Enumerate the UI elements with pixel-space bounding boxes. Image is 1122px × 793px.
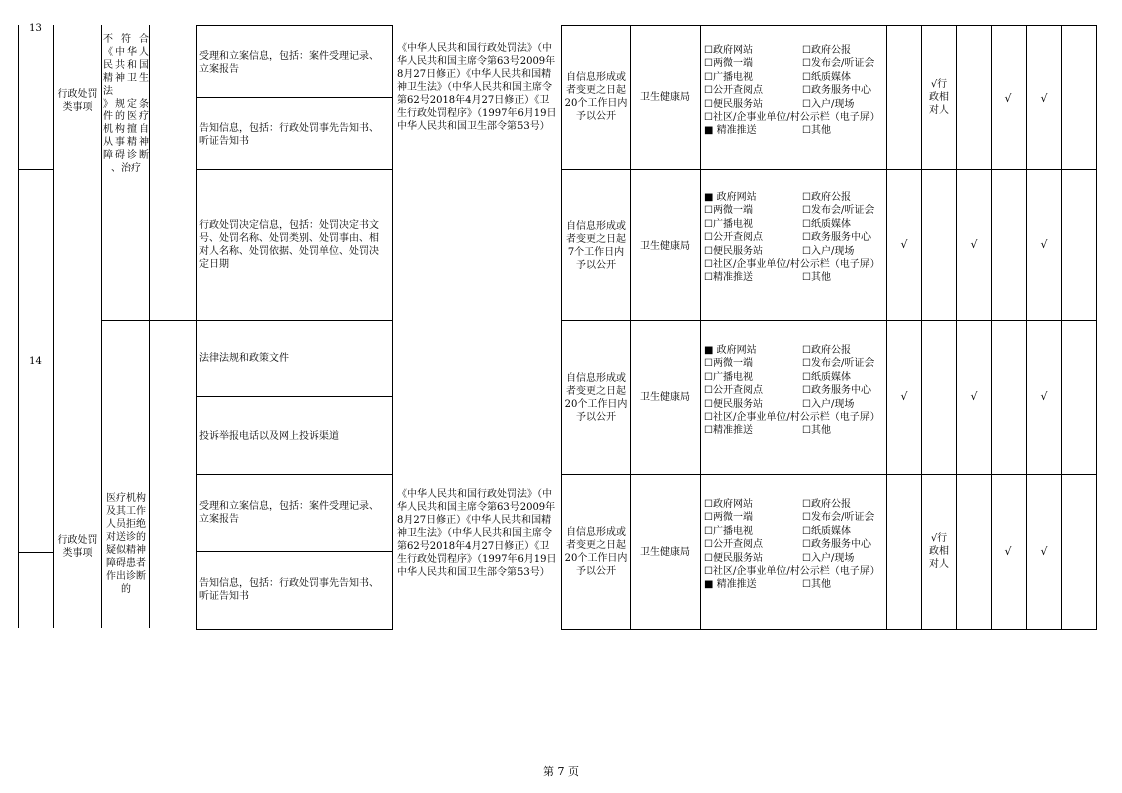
content-cell: 投诉举报电话以及网上投诉渠道 (199, 431, 339, 442)
grid-line (1026, 25, 1027, 630)
grid-line (630, 25, 631, 630)
grid-line (956, 25, 957, 630)
grid-line (700, 25, 701, 630)
grid-line (149, 25, 150, 628)
grid-line (561, 320, 1097, 321)
content-cell: 法律法规和政策文件 (199, 353, 289, 364)
row-number: 14 (29, 356, 42, 367)
object-cell: √行政相对人 (929, 533, 949, 570)
category-label: 行政处罚类事项 (57, 535, 98, 559)
tick-mark: √ (1040, 545, 1048, 558)
content-box (196, 474, 393, 630)
content-cell: 受理和立案信息，包括：案件受理记录、立案报告 (199, 51, 379, 75)
timing-cell: 自信息形成或者变更之日起20个工作日内予以公开 (564, 72, 628, 122)
grid-line (101, 320, 196, 321)
item-name: 医疗机构及其工作人员拒绝对送诊的疑似精神障碍患者作出诊断的 (106, 493, 146, 595)
grid-line (1061, 25, 1062, 630)
grid-line (196, 551, 393, 552)
grid-line (561, 169, 1097, 170)
tick-mark: √ (900, 238, 908, 251)
subject-cell: 卫生健康局 (640, 392, 690, 403)
page-number: 第 7 页 (543, 765, 579, 778)
category-label: 行政处罚类事项 (57, 89, 98, 113)
tick-mark: √ (970, 390, 978, 403)
timing-cell: 自信息形成或者变更之日起20个工作日内予以公开 (564, 527, 628, 577)
grid-line (18, 25, 19, 628)
subject-cell: 卫生健康局 (640, 241, 690, 252)
channel-options: ☐政府网站 ☐政府公报 ☐两微一端 ☐发布会/听证会 ☐广播电视 ☐纸质媒体 ☐公开查阅点 ☐政务服务中心 ☐便民服务站 ☐入户/现场 ☐社区/企事业单位/村公示栏（电子屏） ■ 精准推送 ☐其他 (704, 499, 880, 591)
grid-line (991, 25, 992, 630)
content-cell: 告知信息，包括：行政处罚事先告知书、听证告知书 (199, 123, 379, 147)
grid-line (53, 25, 54, 628)
timing-cell: 自信息形成或者变更之日起7个工作日内予以公开 (566, 221, 626, 271)
grid-line (101, 25, 102, 628)
grid-line (196, 396, 393, 397)
tick-mark: √ (1040, 92, 1048, 105)
timing-cell: 自信息形成或者变更之日起20个工作日内予以公开 (564, 373, 628, 423)
row-number: 13 (29, 23, 42, 34)
tick-mark: √ (1040, 390, 1048, 403)
grid-line (886, 25, 887, 630)
legal-basis: 《中华人民共和国行政处罚法》（中华人民共和国主席令第63号2009年8月27日修正）《中华人民共和国精神卫生法》（中华人民共和国主席令第62号2018年4月27日修正）《卫生行政处罚程序》（1997年6月19日中华人民共和国卫生部令第53号） (397, 43, 557, 132)
tick-mark: √ (1040, 238, 1048, 251)
content-cell: 告知信息，包括：行政处罚事先告知书、听证告知书 (199, 578, 379, 602)
tick-mark: √ (900, 390, 908, 403)
content-cell: 受理和立案信息，包括：案件受理记录、立案报告 (199, 501, 379, 525)
tick-mark: √ (1004, 545, 1012, 558)
channel-options: ☐政府网站 ☐政府公报 ☐两微一端 ☐发布会/听证会 ☐广播电视 ☐纸质媒体 ☐公开查阅点 ☐政务服务中心 ☐便民服务站 ☐入户/现场 ☐社区/企事业单位/村公示栏（电子屏） ■ 精准推送 ☐其他 (704, 45, 880, 137)
subject-cell: 卫生健康局 (640, 547, 690, 558)
grid-line (196, 97, 393, 98)
content-box (196, 320, 393, 475)
object-cell: √行政相对人 (929, 79, 949, 116)
channel-options: ■ 政府网站 ☐政府公报 ☐两微一端 ☐发布会/听证会 ☐广播电视 ☐纸质媒体 ☐公开查阅点 ☐政务服务中心 ☐便民服务站 ☐入户/现场 ☐社区/企事业单位/村公示栏（电子屏） ☐精准推送 ☐其他 (704, 192, 880, 284)
item-name: 不 符 合 《中华人 民共和国 精神卫生 法 》规定条 件的医疗 机构擅自 从事精神 障碍诊断 、治疗 (103, 34, 149, 175)
grid-line (921, 25, 922, 630)
legal-basis: 《中华人民共和国行政处罚法》（中华人民共和国主席令第63号2009年8月27日修正）《中华人民共和国精神卫生法》（中华人民共和国主席令第62号2018年4月27日修正）《卫生行政处罚程序》（1997年6月19日中华人民共和国卫生部令第53号） (397, 489, 557, 578)
channel-options: ■ 政府网站 ☐政府公报 ☐两微一端 ☐发布会/听证会 ☐广播电视 ☐纸质媒体 ☐公开查阅点 ☐政务服务中心 ☐便民服务站 ☐入户/现场 ☐社区/企事业单位/村公示栏（电子屏） ☐精准推送 ☐其他 (704, 345, 880, 437)
tick-mark: √ (970, 238, 978, 251)
tick-mark: √ (1004, 92, 1012, 105)
grid-line (18, 552, 53, 553)
content-cell: 行政处罚决定信息，包括：处罚决定书文号、处罚名称、处罚类别、处罚事由、相对人名称、处罚依据、处罚单位、处罚决定日期 (199, 220, 379, 270)
subject-cell: 卫生健康局 (640, 92, 690, 103)
grid-line (561, 474, 1097, 475)
grid-line (18, 169, 53, 170)
